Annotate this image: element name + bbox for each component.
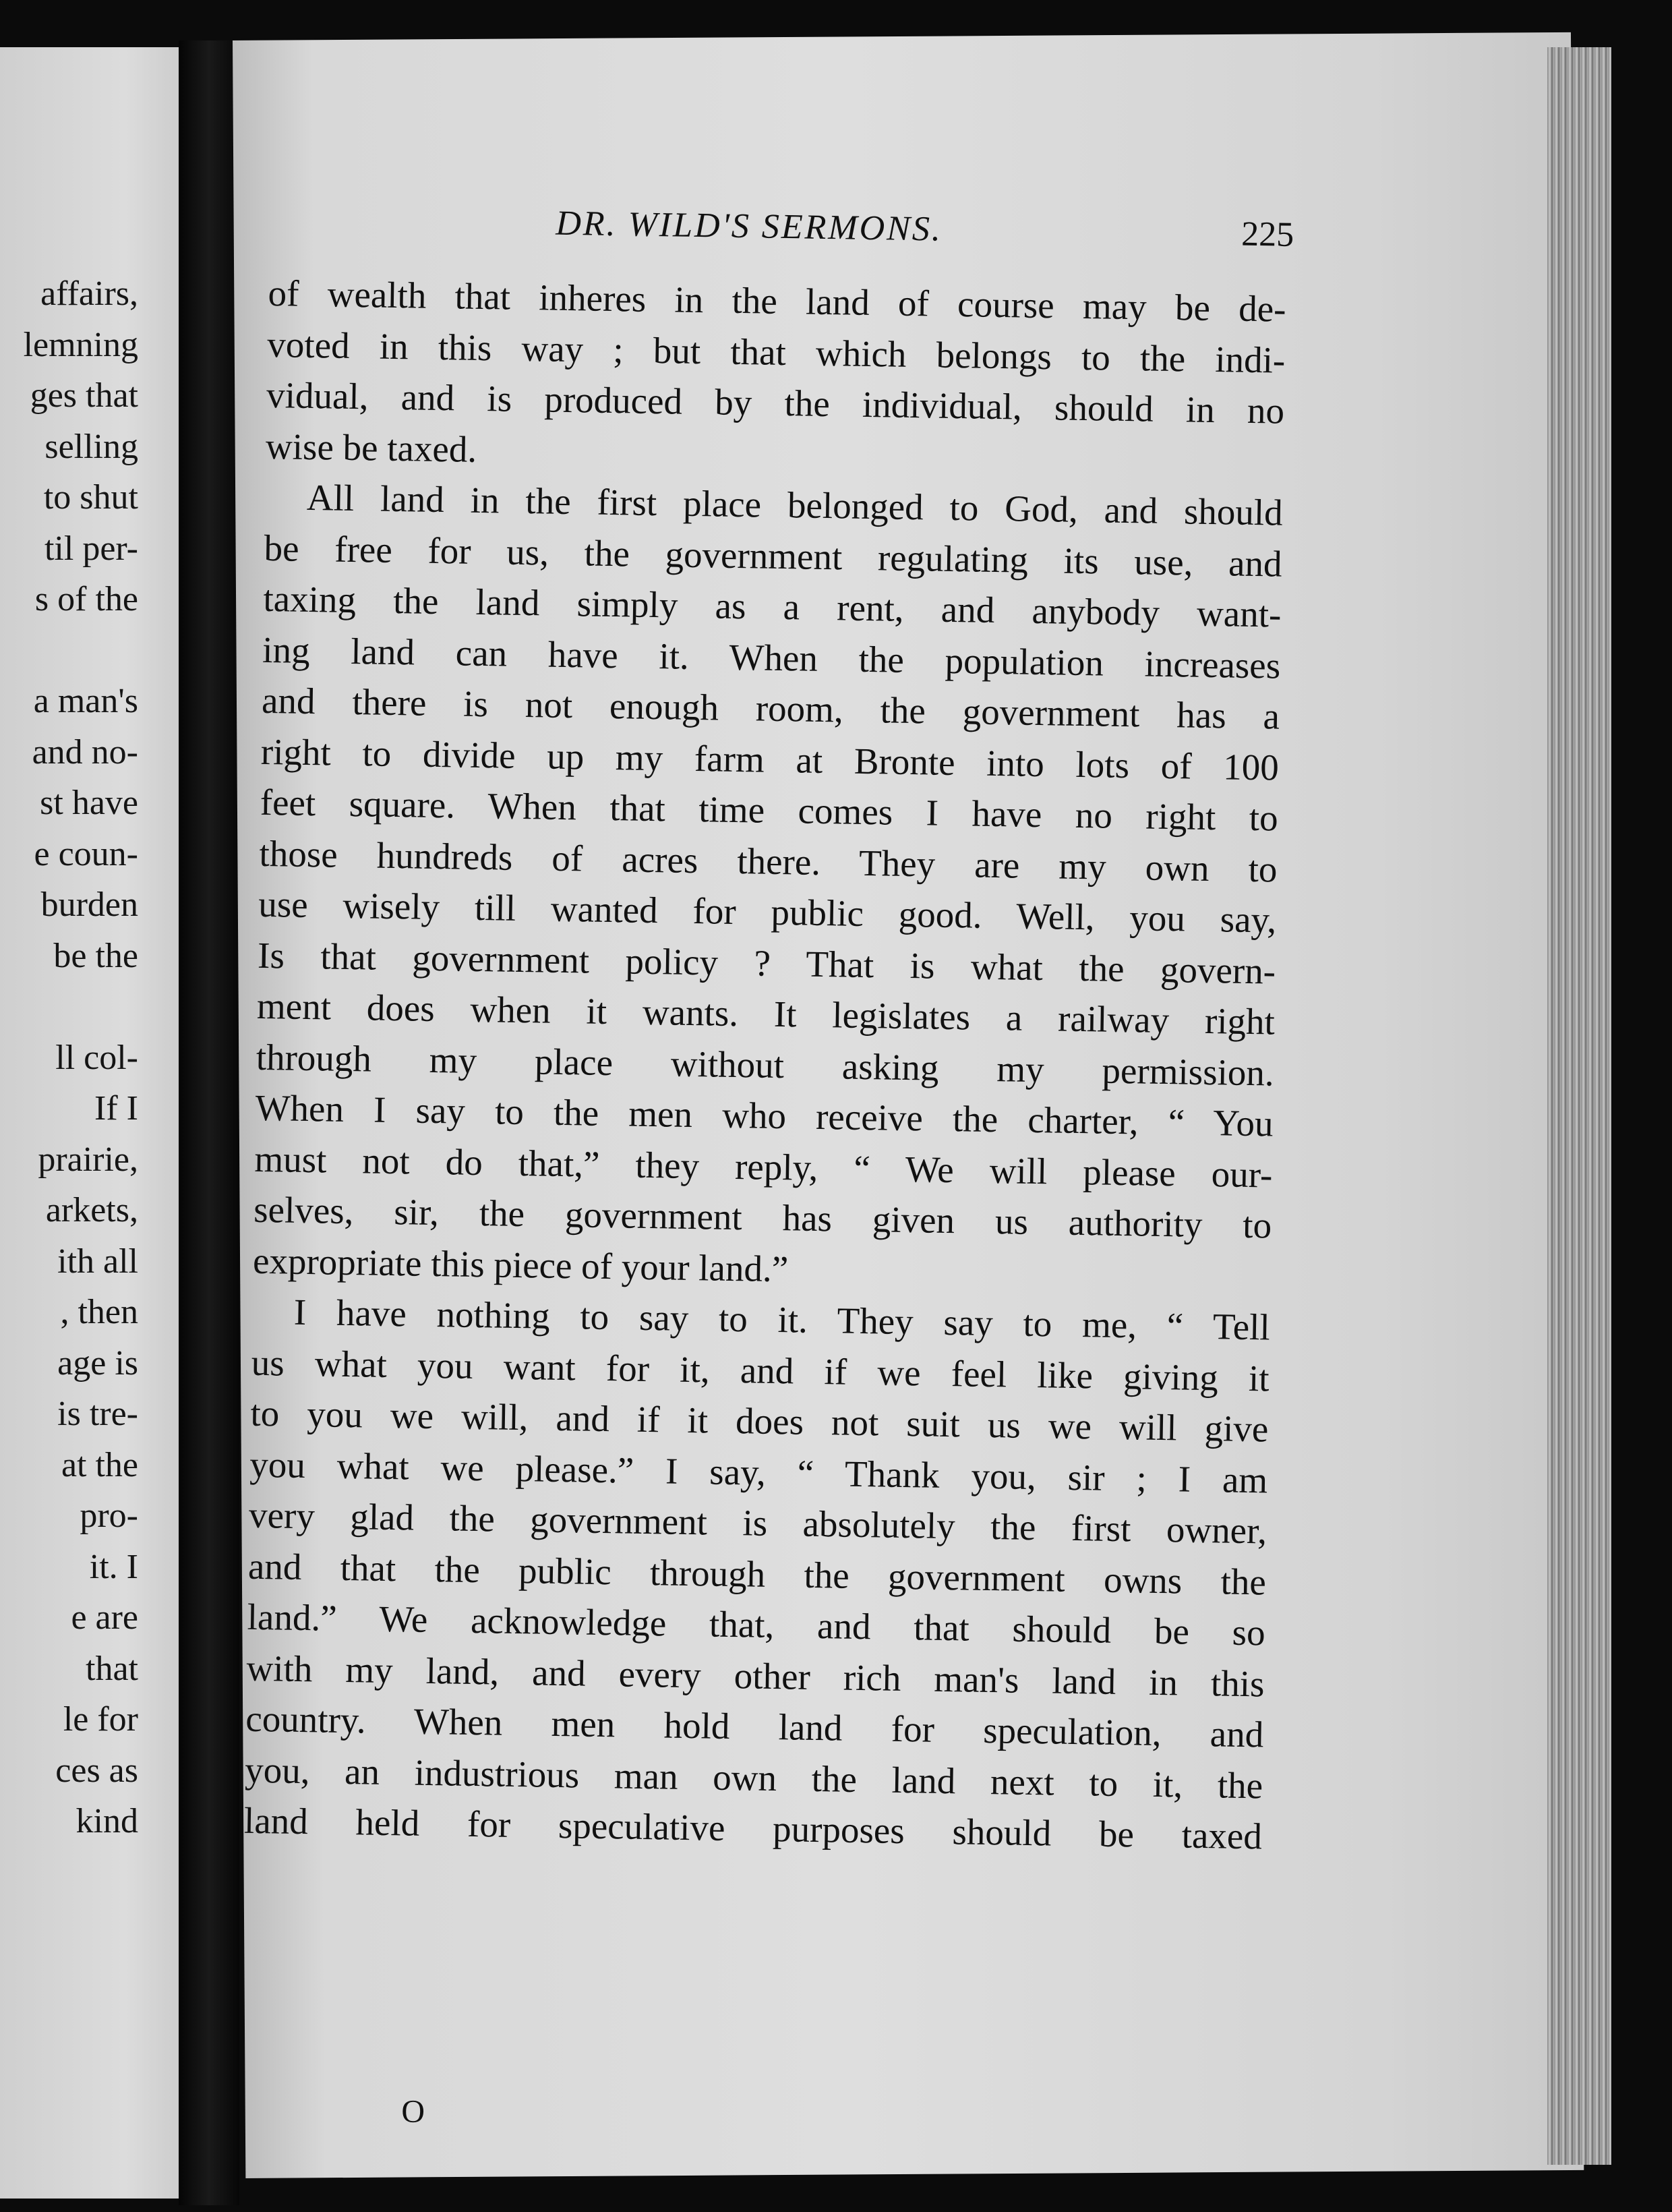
left-line: ll col- (55, 1038, 138, 1077)
left-line: st have (40, 784, 138, 822)
left-line: ges that (30, 376, 138, 415)
left-line: , then (60, 1293, 138, 1331)
page-number: 225 (1241, 214, 1294, 254)
left-page (0, 47, 209, 2199)
left-line: at the (61, 1445, 138, 1484)
left-line: s of the (34, 580, 138, 618)
left-line: lemning (23, 325, 138, 364)
text-line: right to divide up my farm at Bronte into lots of 100 (260, 730, 1280, 788)
text-line: ing land can have it. When the population increases (262, 629, 1281, 687)
text-line: wise be taxed. (265, 425, 477, 470)
text-line: Is that government policy ? That is what the govern- (257, 934, 1276, 992)
text-line: When I say to the men who receive the charter, “ You (255, 1086, 1274, 1144)
page-edges (1547, 47, 1611, 2165)
left-line: it. I (89, 1547, 138, 1586)
text-line: be free for us, the government regulating its use, and (264, 527, 1283, 585)
left-line: a man's (33, 682, 138, 720)
text-line: country. When men hold land for speculation, and (245, 1697, 1264, 1755)
left-line: e coun- (34, 834, 138, 873)
left-line: ith all (57, 1242, 138, 1281)
text-line: land.” We acknowledge that, and that should be so (247, 1596, 1266, 1654)
text-line: All land in the first place belonged to God, and should (306, 476, 1284, 533)
text-line: very glad the government is absolutely the first owner, (248, 1494, 1267, 1552)
book-gutter (179, 40, 239, 2205)
text-line: us what you want for it, and if we feel like giving it (251, 1341, 1270, 1399)
text-line: you what we please.” I say, “ Thank you, sir ; I am (249, 1443, 1268, 1501)
body-text (243, 268, 1286, 1862)
text-line: selves, sir, the government has given us authority to (253, 1188, 1272, 1246)
left-page-text (0, 268, 209, 1847)
text-line: expropriate this piece of your land.” (252, 1240, 789, 1289)
page-content (243, 192, 1294, 2130)
left-line: age is (57, 1343, 138, 1382)
text-line: voted in this way ; but that which belongs to the indi- (266, 323, 1286, 381)
left-line: selling (44, 427, 138, 466)
left-line: be the (53, 936, 138, 975)
left-line: is tre- (57, 1395, 138, 1433)
text-line: of wealth that inheres in the land of course may be de- (268, 272, 1286, 330)
left-line: and no- (32, 732, 138, 772)
text-line: land held for speculative purposes should be taxed (243, 1799, 1263, 1857)
text-line: vidual, and is produced by the individual, should in no (266, 374, 1285, 432)
left-line: le for (63, 1700, 138, 1739)
left-line: e are (71, 1598, 138, 1637)
text-line: you, an industrious man own the land next to it, the (244, 1749, 1263, 1806)
left-line: If I (94, 1089, 138, 1128)
left-line: prairie, (38, 1140, 138, 1179)
text-line: I have nothing to say to it. They say to me, “ Tell (293, 1291, 1271, 1348)
text-line: ment does when it wants. It legislates a railway right (256, 985, 1276, 1043)
text-line: and that the public through the government owns the (247, 1545, 1267, 1602)
text-line: taxing the land simply as a rent, and anybody want- (263, 577, 1282, 635)
text-line: use wisely till wanted for public good. Well, you say, (258, 883, 1277, 941)
left-line: arkets, (45, 1191, 138, 1229)
left-line: ces as (55, 1751, 138, 1790)
signature-mark: O (400, 2093, 425, 2130)
left-line: that (86, 1649, 138, 1688)
left-line: burden (40, 885, 138, 924)
left-line: to shut (43, 478, 138, 517)
text-line: feet square. When that time comes I have no right to (260, 781, 1279, 839)
left-line (0, 981, 209, 1032)
left-line: affairs, (40, 274, 138, 313)
text-line: and there is not enough room, the government has a (261, 679, 1280, 737)
text-line: those hundreds of acres there. They are my own to (259, 832, 1278, 890)
left-line: til per- (44, 529, 138, 568)
left-line (0, 625, 209, 676)
left-line: kind (76, 1802, 138, 1840)
text-line: must not do that,” they reply, “ We will please our- (254, 1138, 1273, 1196)
text-line: to you we will, and if it does not suit us we will give (250, 1392, 1269, 1450)
running-head-title: DR. WILD'S SERMONS. (555, 204, 943, 249)
text-line: with my land, and every other rich man's land in this (246, 1647, 1265, 1704)
text-line: through my place without asking my permission. (256, 1036, 1275, 1094)
left-line: pro- (80, 1496, 138, 1535)
